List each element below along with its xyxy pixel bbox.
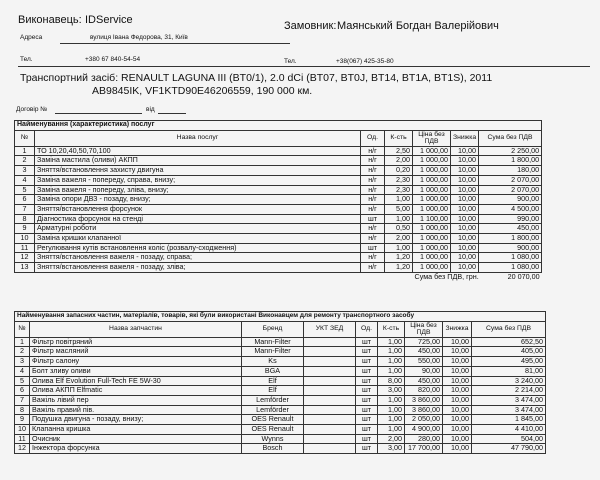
- service-number: 8: [15, 214, 35, 224]
- services-header-discount: Знижка: [451, 130, 479, 146]
- service-discount: 10,00: [451, 224, 479, 234]
- vehicle-line-1: Транспортний засіб: RENAULT LAGUNA III (BT0/1), 2.0 dCi (BT07, BT0J, BT14, BT1A, BT1S), 2011: [20, 72, 493, 84]
- service-price: 1 000,00: [413, 185, 451, 195]
- parts-row: [15, 415, 546, 425]
- part-name: Фільтр повітряний: [30, 337, 242, 347]
- client-phone-label: Тел.: [284, 58, 297, 65]
- part-number: 1: [15, 337, 30, 347]
- part-ukt: [304, 395, 356, 405]
- parts-rows: [15, 337, 546, 453]
- service-name: Заміна опори ДВЗ - позаду, внизу;: [35, 195, 361, 205]
- parts-header-unit: Од.: [356, 321, 378, 337]
- part-name: Олива Elf Evolution Full-Tech FE 5W-30: [30, 376, 242, 386]
- part-ukt: [304, 444, 356, 454]
- services-row: [15, 234, 542, 244]
- services-row: [15, 253, 542, 263]
- part-qty: 2,00: [378, 434, 405, 444]
- part-ukt: [304, 425, 356, 435]
- service-unit: н/г: [361, 175, 385, 185]
- service-name: Зняття/встановлення важеля - позаду, зліва;: [35, 263, 361, 273]
- part-unit: шт: [356, 337, 378, 347]
- part-brand: Elf: [242, 376, 304, 386]
- part-ukt: [304, 357, 356, 367]
- part-brand: OES Renault: [242, 425, 304, 435]
- service-qty: 2,00: [385, 234, 413, 244]
- part-qty: 1,00: [378, 347, 405, 357]
- service-unit: н/г: [361, 185, 385, 195]
- service-qty: 2,00: [385, 156, 413, 166]
- services-total-label: Сума без ПДВ, грн.: [414, 272, 479, 281]
- part-qty: 1,00: [378, 395, 405, 405]
- part-price: 3 860,00: [405, 405, 443, 415]
- service-price: 1 000,00: [413, 253, 451, 263]
- services-row: [15, 204, 542, 214]
- parts-row: [15, 395, 546, 405]
- part-ukt: [304, 347, 356, 357]
- service-number: 7: [15, 204, 35, 214]
- services-rows: [15, 146, 542, 272]
- part-unit: шт: [356, 395, 378, 405]
- service-sum: 1 800,00: [479, 234, 542, 244]
- services-section-title: Найменування (характеристика) послуг: [15, 121, 542, 131]
- part-price: 4 900,00: [405, 425, 443, 435]
- part-number: 6: [15, 386, 30, 396]
- services-row: [15, 224, 542, 234]
- part-ukt: [304, 434, 356, 444]
- part-qty: 1,00: [378, 405, 405, 415]
- parts-row: [15, 376, 546, 386]
- part-unit: шт: [356, 405, 378, 415]
- executor-label: Виконавець:: [18, 14, 82, 26]
- service-name: Заміна важеля - попереду, зліва, внизу;: [35, 185, 361, 195]
- service-number: 4: [15, 175, 35, 185]
- parts-header-ukt: УКТ ЗЕД: [304, 321, 356, 337]
- part-number: 12: [15, 444, 30, 454]
- services-header-price: Ціна без ПДВ: [413, 130, 451, 146]
- part-discount: 10,00: [443, 415, 472, 425]
- part-discount: 10,00: [443, 444, 472, 454]
- services-table: [14, 120, 542, 282]
- client-label: Замовник:: [284, 20, 337, 32]
- service-price: 1 000,00: [413, 263, 451, 273]
- service-sum: 180,00: [479, 166, 542, 176]
- service-price: 1 000,00: [413, 243, 451, 253]
- service-name: Зняття/встановлення захисту двигуна: [35, 166, 361, 176]
- parts-header-price: Ціна без ПДВ: [405, 321, 443, 337]
- service-unit: шт: [361, 214, 385, 224]
- executor-phone-label: Тел.: [20, 56, 33, 63]
- client-name: Маянський Богдан Валерійович: [337, 20, 499, 32]
- service-number: 2: [15, 156, 35, 166]
- service-name: Арматурні роботи: [35, 224, 361, 234]
- part-name: Фільтр масляний: [30, 347, 242, 357]
- services-total-value: 20 070,00: [507, 272, 540, 281]
- service-unit: н/г: [361, 166, 385, 176]
- part-name: Інжектора форсунка: [30, 444, 242, 454]
- part-discount: 10,00: [443, 357, 472, 367]
- part-unit: шт: [356, 347, 378, 357]
- service-discount: 10,00: [451, 243, 479, 253]
- part-sum: 3 240,00: [472, 376, 546, 386]
- service-sum: 4 500,00: [479, 204, 542, 214]
- service-discount: 10,00: [451, 263, 479, 273]
- part-unit: шт: [356, 357, 378, 367]
- part-brand: Elf: [242, 386, 304, 396]
- part-qty: 3,00: [378, 444, 405, 454]
- contract-number-line: [55, 113, 142, 114]
- parts-header-brand: Бренд: [242, 321, 304, 337]
- part-number: 10: [15, 425, 30, 435]
- service-sum: 900,00: [479, 195, 542, 205]
- service-discount: 10,00: [451, 234, 479, 244]
- service-qty: 2,30: [385, 175, 413, 185]
- part-name: Олива АКПП Elfmatic: [30, 386, 242, 396]
- part-unit: шт: [356, 434, 378, 444]
- part-price: 550,00: [405, 357, 443, 367]
- part-price: 2 050,00: [405, 415, 443, 425]
- service-discount: 10,00: [451, 253, 479, 263]
- part-name: Фільтр салону: [30, 357, 242, 367]
- service-price: 1 000,00: [413, 166, 451, 176]
- service-price: 1 000,00: [413, 146, 451, 156]
- service-price: 1 000,00: [413, 204, 451, 214]
- part-ukt: [304, 366, 356, 376]
- part-sum: 405,00: [472, 347, 546, 357]
- service-number: 13: [15, 263, 35, 273]
- service-name: Зняття/встановлення важеля - позаду, справа;: [35, 253, 361, 263]
- part-number: 5: [15, 376, 30, 386]
- parts-header-n: №: [15, 321, 30, 337]
- part-ukt: [304, 415, 356, 425]
- part-number: 9: [15, 415, 30, 425]
- service-qty: 0,50: [385, 224, 413, 234]
- service-qty: 1,20: [385, 253, 413, 263]
- service-unit: н/г: [361, 263, 385, 273]
- client-phone: +38(067) 425-35-80: [336, 58, 394, 65]
- parts-header-qty: К-сть: [378, 321, 405, 337]
- services-row: [15, 214, 542, 224]
- service-price: 1 000,00: [413, 234, 451, 244]
- part-name: Важіль правий пів.: [30, 405, 242, 415]
- service-qty: 1,00: [385, 243, 413, 253]
- service-number: 12: [15, 253, 35, 263]
- header-divider: [18, 66, 590, 67]
- part-brand: Ks: [242, 357, 304, 367]
- part-sum: 3 474,00: [472, 395, 546, 405]
- part-price: 725,00: [405, 337, 443, 347]
- part-name: Важіль лівий пер: [30, 395, 242, 405]
- service-sum: 2 070,00: [479, 185, 542, 195]
- address-value: вулиця Івана Федорова, 31, Київ: [90, 34, 188, 41]
- services-row: [15, 185, 542, 195]
- part-name: Клапанна кришка: [30, 425, 242, 435]
- part-discount: 10,00: [443, 405, 472, 415]
- service-discount: 10,00: [451, 214, 479, 224]
- service-number: 6: [15, 195, 35, 205]
- part-qty: 1,00: [378, 337, 405, 347]
- part-brand: Lemförder: [242, 405, 304, 415]
- service-sum: 450,00: [479, 224, 542, 234]
- service-unit: н/г: [361, 224, 385, 234]
- part-discount: 10,00: [443, 386, 472, 396]
- service-number: 9: [15, 224, 35, 234]
- service-unit: шт: [361, 243, 385, 253]
- part-discount: 10,00: [443, 395, 472, 405]
- part-brand: Bosch: [242, 444, 304, 454]
- service-unit: н/г: [361, 253, 385, 263]
- service-sum: 2 250,00: [479, 146, 542, 156]
- part-price: 90,00: [405, 366, 443, 376]
- part-unit: шт: [356, 415, 378, 425]
- part-sum: 2 214,00: [472, 386, 546, 396]
- contract-label: Договір №: [16, 106, 48, 113]
- service-unit: н/г: [361, 234, 385, 244]
- part-number: 2: [15, 347, 30, 357]
- part-sum: 652,50: [472, 337, 546, 347]
- parts-row: [15, 434, 546, 444]
- service-discount: 10,00: [451, 156, 479, 166]
- service-name: Зняття/встановлення форсунок: [35, 204, 361, 214]
- part-price: 280,00: [405, 434, 443, 444]
- service-name: Заміна кришки клапанної: [35, 234, 361, 244]
- service-price: 1 000,00: [413, 224, 451, 234]
- service-sum: 990,00: [479, 214, 542, 224]
- contract-date-label: від: [146, 106, 155, 113]
- service-qty: 2,30: [385, 185, 413, 195]
- part-sum: 47 790,00: [472, 444, 546, 454]
- part-price: 820,00: [405, 386, 443, 396]
- part-brand: Mann-Filter: [242, 347, 304, 357]
- part-qty: 8,00: [378, 376, 405, 386]
- service-discount: 10,00: [451, 175, 479, 185]
- part-name: Подушка двигуна - позаду, внизу;: [30, 415, 242, 425]
- services-row: [15, 146, 542, 156]
- part-discount: 10,00: [443, 337, 472, 347]
- part-price: 450,00: [405, 376, 443, 386]
- service-number: 3: [15, 166, 35, 176]
- address-label: Адреса: [20, 34, 43, 41]
- services-header-sum: Сума без ПДВ: [479, 130, 542, 146]
- services-header-name: Назва послуг: [35, 130, 361, 146]
- executor-name: IDService: [85, 14, 133, 26]
- service-price: 1 000,00: [413, 175, 451, 185]
- part-sum: 495,00: [472, 357, 546, 367]
- services-header-unit: Од.: [361, 130, 385, 146]
- part-sum: 3 474,00: [472, 405, 546, 415]
- part-price: 17 700,00: [405, 444, 443, 454]
- part-ukt: [304, 337, 356, 347]
- parts-section-title: Найменування запасних частин, матеріалів, товарів, які були використані Виконавцем для ремонту транспортного засобу: [15, 312, 546, 322]
- part-qty: 1,00: [378, 357, 405, 367]
- part-number: 11: [15, 434, 30, 444]
- part-brand: OES Renault: [242, 415, 304, 425]
- service-sum: 900,00: [479, 243, 542, 253]
- service-unit: н/г: [361, 204, 385, 214]
- service-unit: н/г: [361, 195, 385, 205]
- service-name: ТО 10,20,40,50,70,100: [35, 146, 361, 156]
- service-price: 1 100,00: [413, 214, 451, 224]
- part-unit: шт: [356, 444, 378, 454]
- services-row: [15, 156, 542, 166]
- part-brand: Wynns: [242, 434, 304, 444]
- service-qty: 0,20: [385, 166, 413, 176]
- service-sum: 1 080,00: [479, 263, 542, 273]
- service-name: Заміна важеля - попереду, справа, внизу;: [35, 175, 361, 185]
- part-sum: 81,00: [472, 366, 546, 376]
- part-number: 8: [15, 405, 30, 415]
- parts-row: [15, 444, 546, 454]
- services-row: [15, 175, 542, 185]
- part-unit: шт: [356, 376, 378, 386]
- vehicle-line-2: AB9845IK, VF1KTD90E46206559, 190 000 км.: [92, 85, 313, 97]
- part-unit: шт: [356, 386, 378, 396]
- part-discount: 10,00: [443, 425, 472, 435]
- service-sum: 1 080,00: [479, 253, 542, 263]
- service-name: Діагностика форсунок на стенді: [35, 214, 361, 224]
- service-unit: н/г: [361, 156, 385, 166]
- part-discount: 10,00: [443, 434, 472, 444]
- part-unit: шт: [356, 366, 378, 376]
- service-sum: 1 800,00: [479, 156, 542, 166]
- part-qty: 1,00: [378, 415, 405, 425]
- address-underline: [60, 43, 290, 44]
- service-qty: 1,00: [385, 195, 413, 205]
- contract-date-line: [158, 113, 186, 114]
- part-price: 450,00: [405, 347, 443, 357]
- service-discount: 10,00: [451, 195, 479, 205]
- service-number: 5: [15, 185, 35, 195]
- part-ukt: [304, 405, 356, 415]
- parts-row: [15, 386, 546, 396]
- part-price: 3 860,00: [405, 395, 443, 405]
- service-qty: 5,00: [385, 204, 413, 214]
- parts-row: [15, 337, 546, 347]
- parts-row: [15, 357, 546, 367]
- part-qty: 1,00: [378, 425, 405, 435]
- part-ukt: [304, 376, 356, 386]
- part-qty: 1,00: [378, 366, 405, 376]
- executor-phone-value: +380 67 840-54-54: [85, 56, 141, 63]
- part-discount: 10,00: [443, 347, 472, 357]
- part-sum: 1 845,00: [472, 415, 546, 425]
- services-row: [15, 243, 542, 253]
- service-qty: 1,00: [385, 214, 413, 224]
- service-sum: 2 070,00: [479, 175, 542, 185]
- part-number: 3: [15, 357, 30, 367]
- services-header-n: №: [15, 130, 35, 146]
- parts-header-sum: Сума без ПДВ: [472, 321, 546, 337]
- part-sum: 4 410,00: [472, 425, 546, 435]
- service-number: 1: [15, 146, 35, 156]
- part-brand: Lemförder: [242, 395, 304, 405]
- part-ukt: [304, 386, 356, 396]
- part-qty: 3,00: [378, 386, 405, 396]
- service-discount: 10,00: [451, 204, 479, 214]
- part-number: 7: [15, 395, 30, 405]
- part-name: Болт зливу оливи: [30, 366, 242, 376]
- parts-header-discount: Знижка: [443, 321, 472, 337]
- service-name: Регулювання кутів встановлення коліс (розвалу-сходження): [35, 243, 361, 253]
- part-sum: 504,00: [472, 434, 546, 444]
- part-brand: BGA: [242, 366, 304, 376]
- service-number: 10: [15, 234, 35, 244]
- parts-row: [15, 425, 546, 435]
- services-row: [15, 195, 542, 205]
- services-header-qty: К-сть: [385, 130, 413, 146]
- part-discount: 10,00: [443, 376, 472, 386]
- part-discount: 10,00: [443, 366, 472, 376]
- service-discount: 10,00: [451, 166, 479, 176]
- services-row: [15, 263, 542, 273]
- service-discount: 10,00: [451, 146, 479, 156]
- part-unit: шт: [356, 425, 378, 435]
- parts-table: [14, 311, 546, 454]
- service-discount: 10,00: [451, 185, 479, 195]
- part-brand: Mann-Filter: [242, 337, 304, 347]
- service-number: 11: [15, 243, 35, 253]
- services-row: [15, 166, 542, 176]
- service-name: Заміна мастила (оливи) АКПП: [35, 156, 361, 166]
- parts-row: [15, 347, 546, 357]
- service-price: 1 000,00: [413, 195, 451, 205]
- part-name: Очисник: [30, 434, 242, 444]
- service-unit: н/г: [361, 146, 385, 156]
- service-qty: 1,20: [385, 263, 413, 273]
- part-number: 4: [15, 366, 30, 376]
- parts-row: [15, 405, 546, 415]
- service-price: 1 000,00: [413, 156, 451, 166]
- parts-row: [15, 366, 546, 376]
- service-qty: 2,50: [385, 146, 413, 156]
- parts-header-name: Назва запчастин: [30, 321, 242, 337]
